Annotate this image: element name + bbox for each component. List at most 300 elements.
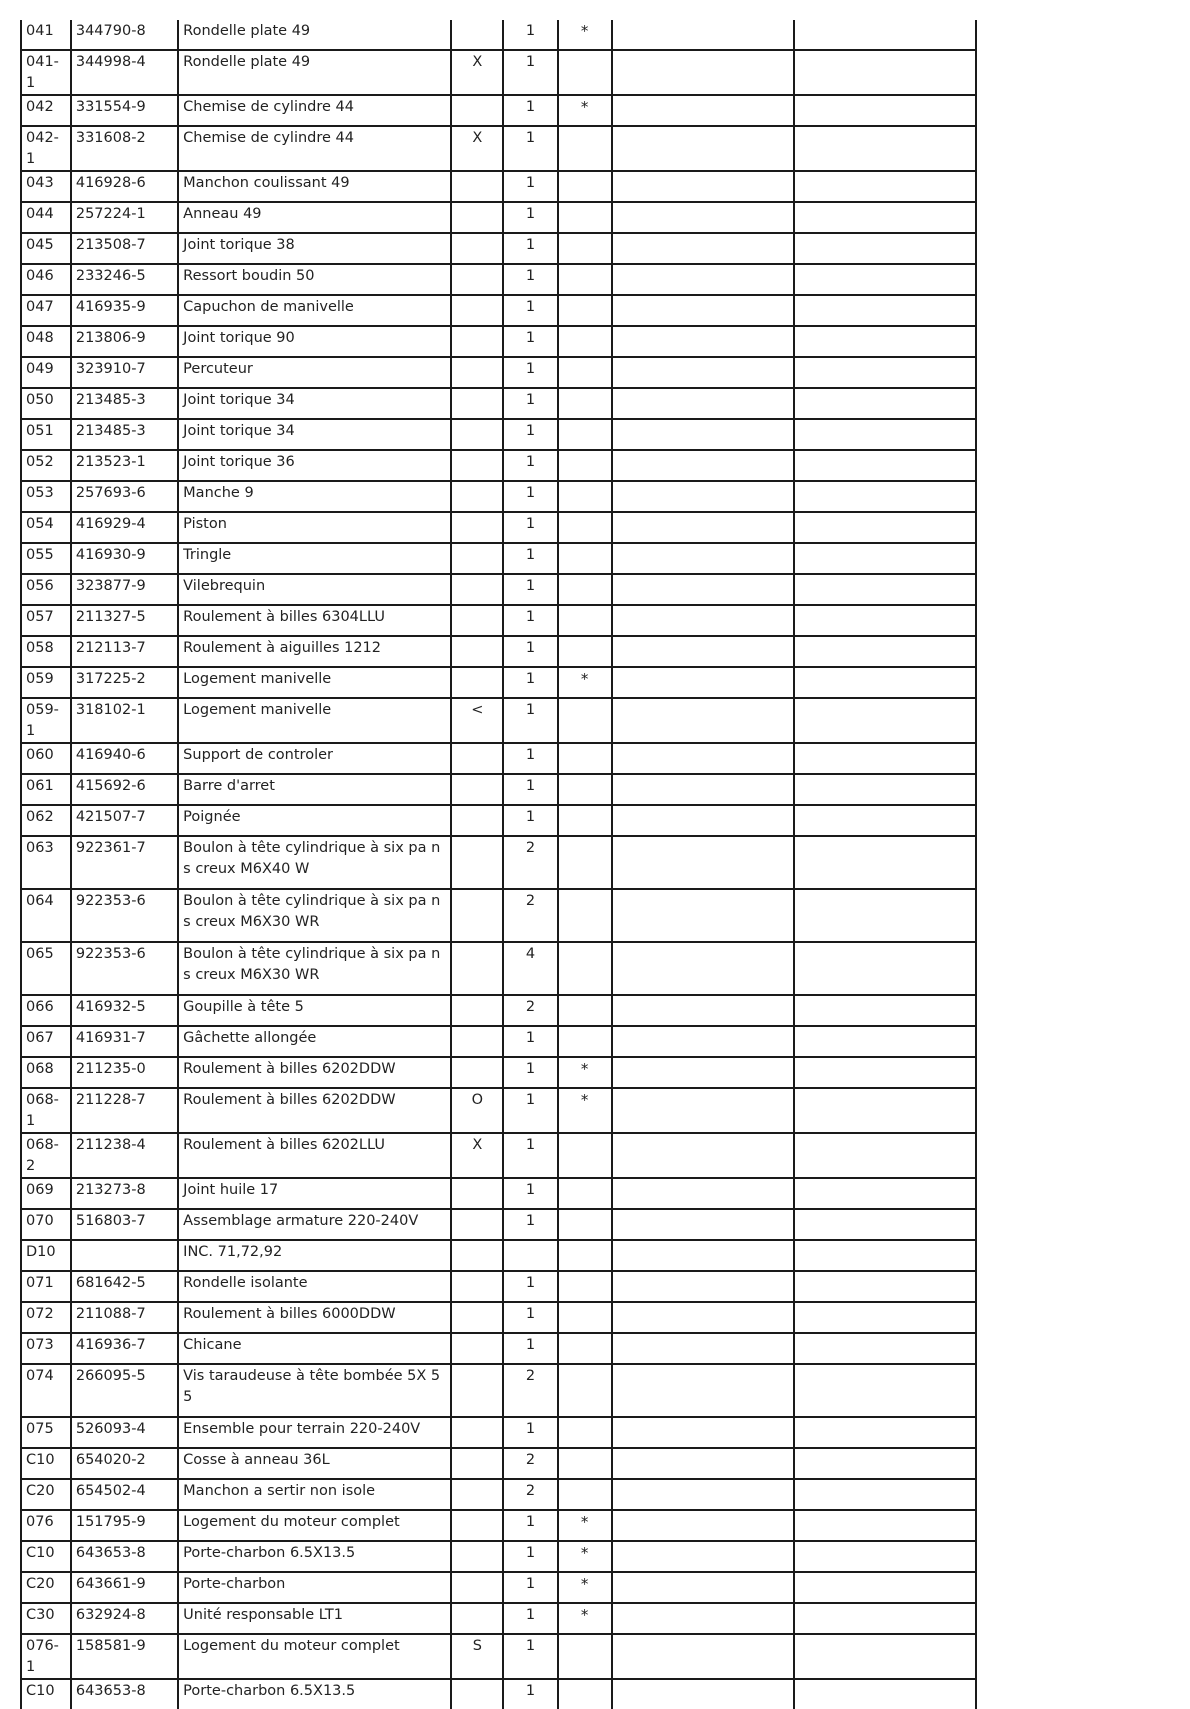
quantity-cell: 1	[503, 1417, 557, 1448]
quantity-cell: 2	[503, 995, 557, 1026]
empty-cell-1	[612, 743, 794, 774]
ref-number-cell: 041	[21, 20, 71, 50]
empty-cell-1	[612, 1634, 794, 1679]
part-code-cell: 331608-2	[71, 126, 178, 171]
asterisk-mark-cell	[558, 450, 612, 481]
empty-cell-2	[794, 1448, 976, 1479]
ref-number-cell: 061	[21, 774, 71, 805]
part-code-cell: 643653-8	[71, 1541, 178, 1572]
asterisk-mark-cell	[558, 1448, 612, 1479]
table-row	[21, 1634, 976, 1679]
part-code-cell: 922361-7	[71, 836, 178, 889]
table-row	[21, 419, 976, 450]
ref-number-cell: 055	[21, 543, 71, 574]
note-mark-cell	[451, 326, 503, 357]
empty-cell-2	[794, 1271, 976, 1302]
description-cell: Joint huile 17	[178, 1178, 451, 1209]
part-code-cell: 257224-1	[71, 202, 178, 233]
empty-cell-2	[794, 667, 976, 698]
empty-cell-2	[794, 1057, 976, 1088]
asterisk-mark-cell: *	[558, 95, 612, 126]
ref-number-cell: 053	[21, 481, 71, 512]
note-mark-cell	[451, 1417, 503, 1448]
part-code-cell: 421507-7	[71, 805, 178, 836]
note-mark-cell	[451, 889, 503, 942]
ref-number-cell: 048	[21, 326, 71, 357]
table-row	[21, 1057, 976, 1088]
part-code-cell: 922353-6	[71, 942, 178, 995]
quantity-cell: 1	[503, 264, 557, 295]
ref-number-cell: 068-2	[21, 1133, 71, 1178]
ref-number-cell: 056	[21, 574, 71, 605]
quantity-cell: 1	[503, 450, 557, 481]
part-code-cell: 643661-9	[71, 1572, 178, 1603]
table-row	[21, 574, 976, 605]
asterisk-mark-cell	[558, 698, 612, 743]
part-code-cell: 266095-5	[71, 1364, 178, 1417]
table-row	[21, 1510, 976, 1541]
ref-number-cell: C20	[21, 1572, 71, 1603]
part-code-cell: 213508-7	[71, 233, 178, 264]
note-mark-cell	[451, 667, 503, 698]
empty-cell-2	[794, 1026, 976, 1057]
quantity-cell: 1	[503, 1026, 557, 1057]
ref-number-cell: 059	[21, 667, 71, 698]
ref-number-cell: 062	[21, 805, 71, 836]
quantity-cell: 1	[503, 774, 557, 805]
part-code-cell: 213806-9	[71, 326, 178, 357]
quantity-cell: 1	[503, 605, 557, 636]
empty-cell-1	[612, 202, 794, 233]
ref-number-cell: C10	[21, 1679, 71, 1709]
description-cell: Unité responsable LT1	[178, 1603, 451, 1634]
note-mark-cell: X	[451, 126, 503, 171]
quantity-cell: 1	[503, 1541, 557, 1572]
empty-cell-1	[612, 1679, 794, 1709]
asterisk-mark-cell	[558, 574, 612, 605]
part-code-cell: 317225-2	[71, 667, 178, 698]
quantity-cell: 1	[503, 1510, 557, 1541]
empty-cell-2	[794, 202, 976, 233]
table-row	[21, 1572, 976, 1603]
empty-cell-2	[794, 889, 976, 942]
table-row	[21, 805, 976, 836]
asterisk-mark-cell	[558, 1479, 612, 1510]
asterisk-mark-cell	[558, 388, 612, 419]
quantity-cell: 2	[503, 1479, 557, 1510]
part-code-cell: 233246-5	[71, 264, 178, 295]
empty-cell-2	[794, 388, 976, 419]
empty-cell-2	[794, 605, 976, 636]
ref-number-cell: 041-1	[21, 50, 71, 95]
quantity-cell: 1	[503, 636, 557, 667]
table-row	[21, 1302, 976, 1333]
empty-cell-1	[612, 889, 794, 942]
empty-cell-2	[794, 1240, 976, 1271]
empty-cell-1	[612, 481, 794, 512]
empty-cell-2	[794, 126, 976, 171]
table-row	[21, 357, 976, 388]
empty-cell-1	[612, 543, 794, 574]
empty-cell-2	[794, 698, 976, 743]
empty-cell-2	[794, 1479, 976, 1510]
part-code-cell: 213273-8	[71, 1178, 178, 1209]
empty-cell-1	[612, 1026, 794, 1057]
description-cell: Ressort boudin 50	[178, 264, 451, 295]
note-mark-cell	[451, 419, 503, 450]
note-mark-cell	[451, 1364, 503, 1417]
empty-cell-2	[794, 20, 976, 50]
table-row	[21, 605, 976, 636]
ref-number-cell: C20	[21, 1479, 71, 1510]
ref-number-cell: 065	[21, 942, 71, 995]
asterisk-mark-cell	[558, 126, 612, 171]
empty-cell-1	[612, 233, 794, 264]
description-cell: Boulon à tête cylindrique à six pa ns creux M6X30 WR	[178, 889, 451, 942]
empty-cell-1	[612, 264, 794, 295]
quantity-cell: 1	[503, 543, 557, 574]
quantity-cell: 2	[503, 836, 557, 889]
table-row	[21, 1026, 976, 1057]
quantity-cell: 1	[503, 512, 557, 543]
empty-cell-2	[794, 574, 976, 605]
empty-cell-2	[794, 774, 976, 805]
empty-cell-2	[794, 836, 976, 889]
part-code-cell: 526093-4	[71, 1417, 178, 1448]
ref-number-cell: 071	[21, 1271, 71, 1302]
ref-number-cell: 051	[21, 419, 71, 450]
note-mark-cell	[451, 1572, 503, 1603]
description-cell: Joint torique 34	[178, 419, 451, 450]
ref-number-cell: 042	[21, 95, 71, 126]
description-cell: Roulement à billes 6202DDW	[178, 1057, 451, 1088]
quantity-cell: 1	[503, 1679, 557, 1709]
ref-number-cell: 054	[21, 512, 71, 543]
part-code-cell: 212113-7	[71, 636, 178, 667]
table-row	[21, 1364, 976, 1417]
part-code-cell: 643653-8	[71, 1679, 178, 1709]
asterisk-mark-cell	[558, 1679, 612, 1709]
empty-cell-2	[794, 50, 976, 95]
description-cell: Piston	[178, 512, 451, 543]
description-cell: Logement du moteur complet	[178, 1634, 451, 1679]
ref-number-cell: 075	[21, 1417, 71, 1448]
empty-cell-1	[612, 1333, 794, 1364]
quantity-cell: 1	[503, 481, 557, 512]
ref-number-cell: 045	[21, 233, 71, 264]
asterisk-mark-cell: *	[558, 20, 612, 50]
note-mark-cell	[451, 636, 503, 667]
part-code-cell: 211327-5	[71, 605, 178, 636]
part-code-cell: 416929-4	[71, 512, 178, 543]
description-cell: Poignée	[178, 805, 451, 836]
empty-cell-1	[612, 450, 794, 481]
part-code-cell: 416940-6	[71, 743, 178, 774]
empty-cell-2	[794, 264, 976, 295]
table-row	[21, 202, 976, 233]
empty-cell-1	[612, 1603, 794, 1634]
description-cell: Porte-charbon 6.5X13.5	[178, 1679, 451, 1709]
description-cell: Manche 9	[178, 481, 451, 512]
description-cell: Rondelle plate 49	[178, 20, 451, 50]
quantity-cell: 1	[503, 1333, 557, 1364]
description-cell: Goupille à tête 5	[178, 995, 451, 1026]
asterisk-mark-cell: *	[558, 1510, 612, 1541]
description-cell: Roulement à billes 6202DDW	[178, 1088, 451, 1133]
asterisk-mark-cell	[558, 743, 612, 774]
part-code-cell: 516803-7	[71, 1209, 178, 1240]
description-cell: Vilebrequin	[178, 574, 451, 605]
empty-cell-2	[794, 1541, 976, 1572]
asterisk-mark-cell	[558, 1271, 612, 1302]
quantity-cell: 1	[503, 388, 557, 419]
asterisk-mark-cell	[558, 1417, 612, 1448]
quantity-cell: 1	[503, 357, 557, 388]
empty-cell-2	[794, 1603, 976, 1634]
empty-cell-2	[794, 1178, 976, 1209]
table-row	[21, 171, 976, 202]
note-mark-cell	[451, 95, 503, 126]
parts-list-body	[21, 20, 976, 1709]
empty-cell-1	[612, 574, 794, 605]
empty-cell-1	[612, 50, 794, 95]
description-cell: Cosse à anneau 36L	[178, 1448, 451, 1479]
note-mark-cell	[451, 1240, 503, 1271]
quantity-cell: 2	[503, 889, 557, 942]
asterisk-mark-cell	[558, 1209, 612, 1240]
empty-cell-2	[794, 1679, 976, 1709]
quantity-cell: 1	[503, 50, 557, 95]
description-cell: Joint torique 90	[178, 326, 451, 357]
description-cell: Roulement à billes 6304LLU	[178, 605, 451, 636]
description-cell: Rondelle plate 49	[178, 50, 451, 95]
empty-cell-2	[794, 543, 976, 574]
empty-cell-2	[794, 512, 976, 543]
part-code-cell: 922353-6	[71, 889, 178, 942]
empty-cell-2	[794, 1209, 976, 1240]
part-code-cell: 257693-6	[71, 481, 178, 512]
note-mark-cell	[451, 264, 503, 295]
table-row	[21, 1333, 976, 1364]
empty-cell-1	[612, 1448, 794, 1479]
quantity-cell: 1	[503, 126, 557, 171]
table-row	[21, 667, 976, 698]
empty-cell-2	[794, 481, 976, 512]
asterisk-mark-cell: *	[558, 1057, 612, 1088]
empty-cell-1	[612, 942, 794, 995]
note-mark-cell	[451, 450, 503, 481]
empty-cell-1	[612, 1057, 794, 1088]
empty-cell-1	[612, 605, 794, 636]
description-cell: Boulon à tête cylindrique à six pa ns creux M6X30 WR	[178, 942, 451, 995]
table-row	[21, 1240, 976, 1271]
ref-number-cell: 068	[21, 1057, 71, 1088]
asterisk-mark-cell	[558, 889, 612, 942]
asterisk-mark-cell	[558, 1333, 612, 1364]
ref-number-cell: 070	[21, 1209, 71, 1240]
note-mark-cell	[451, 1479, 503, 1510]
table-row	[21, 1679, 976, 1709]
note-mark-cell	[451, 743, 503, 774]
asterisk-mark-cell	[558, 512, 612, 543]
empty-cell-1	[612, 95, 794, 126]
ref-number-cell: 076-1	[21, 1634, 71, 1679]
empty-cell-2	[794, 1510, 976, 1541]
asterisk-mark-cell: *	[558, 1572, 612, 1603]
note-mark-cell	[451, 202, 503, 233]
note-mark-cell	[451, 20, 503, 50]
quantity-cell: 1	[503, 574, 557, 605]
quantity-cell: 1	[503, 233, 557, 264]
ref-number-cell: 060	[21, 743, 71, 774]
asterisk-mark-cell	[558, 1364, 612, 1417]
ref-number-cell: 063	[21, 836, 71, 889]
quantity-cell: 1	[503, 1209, 557, 1240]
part-code-cell: 211088-7	[71, 1302, 178, 1333]
empty-cell-2	[794, 95, 976, 126]
empty-cell-1	[612, 1178, 794, 1209]
asterisk-mark-cell: *	[558, 1603, 612, 1634]
note-mark-cell	[451, 1510, 503, 1541]
note-mark-cell	[451, 1679, 503, 1709]
part-code-cell: 416936-7	[71, 1333, 178, 1364]
description-cell: Chemise de cylindre 44	[178, 95, 451, 126]
description-cell: Porte-charbon	[178, 1572, 451, 1603]
empty-cell-1	[612, 1209, 794, 1240]
empty-cell-2	[794, 1088, 976, 1133]
asterisk-mark-cell	[558, 1178, 612, 1209]
description-cell: Anneau 49	[178, 202, 451, 233]
part-code-cell: 632924-8	[71, 1603, 178, 1634]
table-row	[21, 450, 976, 481]
empty-cell-1	[612, 512, 794, 543]
part-code-cell: 654502-4	[71, 1479, 178, 1510]
description-cell: Joint torique 36	[178, 450, 451, 481]
description-cell: Gâchette allongée	[178, 1026, 451, 1057]
note-mark-cell	[451, 295, 503, 326]
note-mark-cell	[451, 1057, 503, 1088]
quantity-cell: 1	[503, 419, 557, 450]
empty-cell-2	[794, 1333, 976, 1364]
table-row	[21, 1088, 976, 1133]
note-mark-cell	[451, 1178, 503, 1209]
ref-number-cell: D10	[21, 1240, 71, 1271]
part-code-cell: 416932-5	[71, 995, 178, 1026]
empty-cell-1	[612, 20, 794, 50]
note-mark-cell: S	[451, 1634, 503, 1679]
empty-cell-2	[794, 1417, 976, 1448]
empty-cell-1	[612, 805, 794, 836]
ref-number-cell: 064	[21, 889, 71, 942]
part-code-cell: 213485-3	[71, 419, 178, 450]
table-row	[21, 1178, 976, 1209]
asterisk-mark-cell	[558, 50, 612, 95]
empty-cell-1	[612, 357, 794, 388]
empty-cell-1	[612, 326, 794, 357]
asterisk-mark-cell	[558, 543, 612, 574]
empty-cell-2	[794, 1302, 976, 1333]
table-row	[21, 889, 976, 942]
quantity-cell: 1	[503, 295, 557, 326]
description-cell: Logement du moteur complet	[178, 1510, 451, 1541]
parts-list-table	[20, 20, 977, 1709]
quantity-cell: 2	[503, 1364, 557, 1417]
part-code-cell: 211238-4	[71, 1133, 178, 1178]
part-code-cell: 158581-9	[71, 1634, 178, 1679]
ref-number-cell: 049	[21, 357, 71, 388]
asterisk-mark-cell	[558, 233, 612, 264]
note-mark-cell: X	[451, 1133, 503, 1178]
empty-cell-1	[612, 1088, 794, 1133]
quantity-cell: 1	[503, 667, 557, 698]
quantity-cell: 1	[503, 1572, 557, 1603]
quantity-cell: 1	[503, 1634, 557, 1679]
empty-cell-1	[612, 388, 794, 419]
asterisk-mark-cell	[558, 171, 612, 202]
description-cell: Chemise de cylindre 44	[178, 126, 451, 171]
note-mark-cell	[451, 1209, 503, 1240]
part-code-cell: 151795-9	[71, 1510, 178, 1541]
empty-cell-2	[794, 1634, 976, 1679]
part-code-cell: 213485-3	[71, 388, 178, 419]
empty-cell-2	[794, 171, 976, 202]
empty-cell-2	[794, 233, 976, 264]
note-mark-cell	[451, 388, 503, 419]
table-row	[21, 995, 976, 1026]
note-mark-cell	[451, 512, 503, 543]
table-row	[21, 1271, 976, 1302]
asterisk-mark-cell	[558, 326, 612, 357]
table-row	[21, 512, 976, 543]
description-cell: Ensemble pour terrain 220-240V	[178, 1417, 451, 1448]
note-mark-cell: X	[451, 50, 503, 95]
empty-cell-2	[794, 942, 976, 995]
note-mark-cell	[451, 357, 503, 388]
note-mark-cell	[451, 1541, 503, 1572]
empty-cell-2	[794, 295, 976, 326]
note-mark-cell	[451, 171, 503, 202]
description-cell: Percuteur	[178, 357, 451, 388]
quantity-cell: 1	[503, 1133, 557, 1178]
ref-number-cell: 068-1	[21, 1088, 71, 1133]
table-row	[21, 1209, 976, 1240]
empty-cell-2	[794, 1364, 976, 1417]
note-mark-cell	[451, 605, 503, 636]
asterisk-mark-cell: *	[558, 1541, 612, 1572]
empty-cell-2	[794, 743, 976, 774]
part-code-cell: 323910-7	[71, 357, 178, 388]
description-cell: Logement manivelle	[178, 698, 451, 743]
empty-cell-2	[794, 636, 976, 667]
description-cell: Rondelle isolante	[178, 1271, 451, 1302]
table-row	[21, 326, 976, 357]
note-mark-cell: O	[451, 1088, 503, 1133]
empty-cell-1	[612, 774, 794, 805]
empty-cell-2	[794, 995, 976, 1026]
quantity-cell: 1	[503, 1057, 557, 1088]
table-row	[21, 233, 976, 264]
ref-number-cell: 047	[21, 295, 71, 326]
note-mark-cell	[451, 233, 503, 264]
ref-number-cell: 058	[21, 636, 71, 667]
part-code-cell	[71, 1240, 178, 1271]
part-code-cell: 416935-9	[71, 295, 178, 326]
quantity-cell: 4	[503, 942, 557, 995]
description-cell: Manchon coulissant 49	[178, 171, 451, 202]
empty-cell-1	[612, 1240, 794, 1271]
quantity-cell: 1	[503, 20, 557, 50]
part-code-cell: 323877-9	[71, 574, 178, 605]
